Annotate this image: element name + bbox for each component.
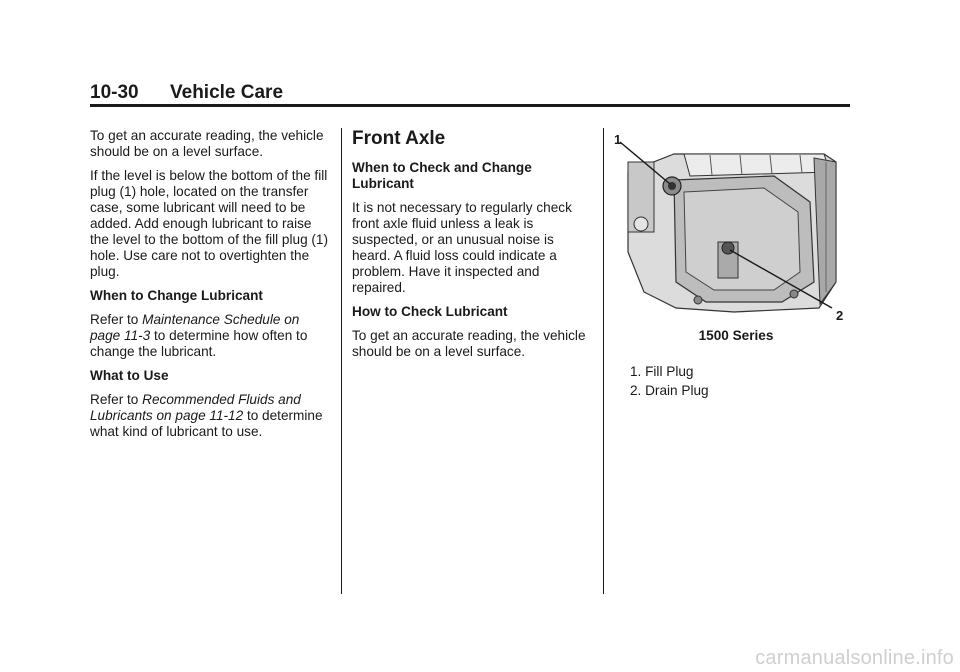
maintenance-schedule-link[interactable]: Maintenance Schedule on page 11-3 <box>90 312 300 343</box>
legend-item-drain-plug: 2. Drain Plug <box>630 383 709 398</box>
paragraph: To get an accurate reading, the vehicle should be on a level surface. <box>90 128 324 159</box>
subheading-when-to-change: When to Change Lubricant <box>90 288 263 303</box>
subheading-how-to-check: How to Check Lubricant <box>352 304 508 319</box>
page-header <box>90 82 850 106</box>
paragraph: To get an accurate reading, the vehicle should be on a level surface. <box>352 328 586 359</box>
column-divider <box>341 128 342 594</box>
subheading-what-to-use: What to Use <box>90 368 169 383</box>
left-column <box>90 128 330 448</box>
legend-item-fill-plug: 1. Fill Plug <box>630 364 694 379</box>
callout-1: 1 <box>614 132 622 147</box>
figure-caption: 1500 Series <box>698 328 774 343</box>
text: Refer to <box>90 392 143 407</box>
column-divider <box>603 128 604 594</box>
section-title: Vehicle Care <box>170 82 284 103</box>
figure-legend <box>614 364 850 399</box>
front-axle-figure <box>614 132 846 322</box>
paragraph <box>90 392 330 440</box>
axle-illustration <box>614 132 846 322</box>
right-column <box>614 128 850 402</box>
text: to determine what kind of lubricant to use. <box>90 408 323 439</box>
page-number: 10-30 <box>90 82 139 103</box>
paragraph: It is not necessary to regularly check front axle fluid unless a leak is suspected, or an unusual noise is heard. A fluid loss could indicate a problem. Have it inspected and repaired. <box>352 200 572 295</box>
middle-column <box>352 128 592 368</box>
watermark: carmanualsonline.info <box>755 647 954 669</box>
recommended-fluids-link[interactable]: Recommended Fluids and Lubricants on page 11-12 <box>90 392 301 423</box>
front-axle-heading: Front Axle <box>352 128 446 149</box>
subheading-when-to-check: When to Check and Change Lubricant <box>352 160 532 191</box>
text: to determine how often to change the lubricant. <box>90 328 308 359</box>
paragraph: If the level is below the bottom of the fill plug (1) hole, located on the transfer case, some lubricant will need to be added. Add enough lubricant to raise the level to the bottom of the fill plug (1) hole. Use care not to overtighten the plug. <box>90 168 329 279</box>
header-rule <box>90 104 850 107</box>
paragraph <box>90 312 330 360</box>
callout-2: 2 <box>836 308 844 322</box>
text: Refer to <box>90 312 143 327</box>
